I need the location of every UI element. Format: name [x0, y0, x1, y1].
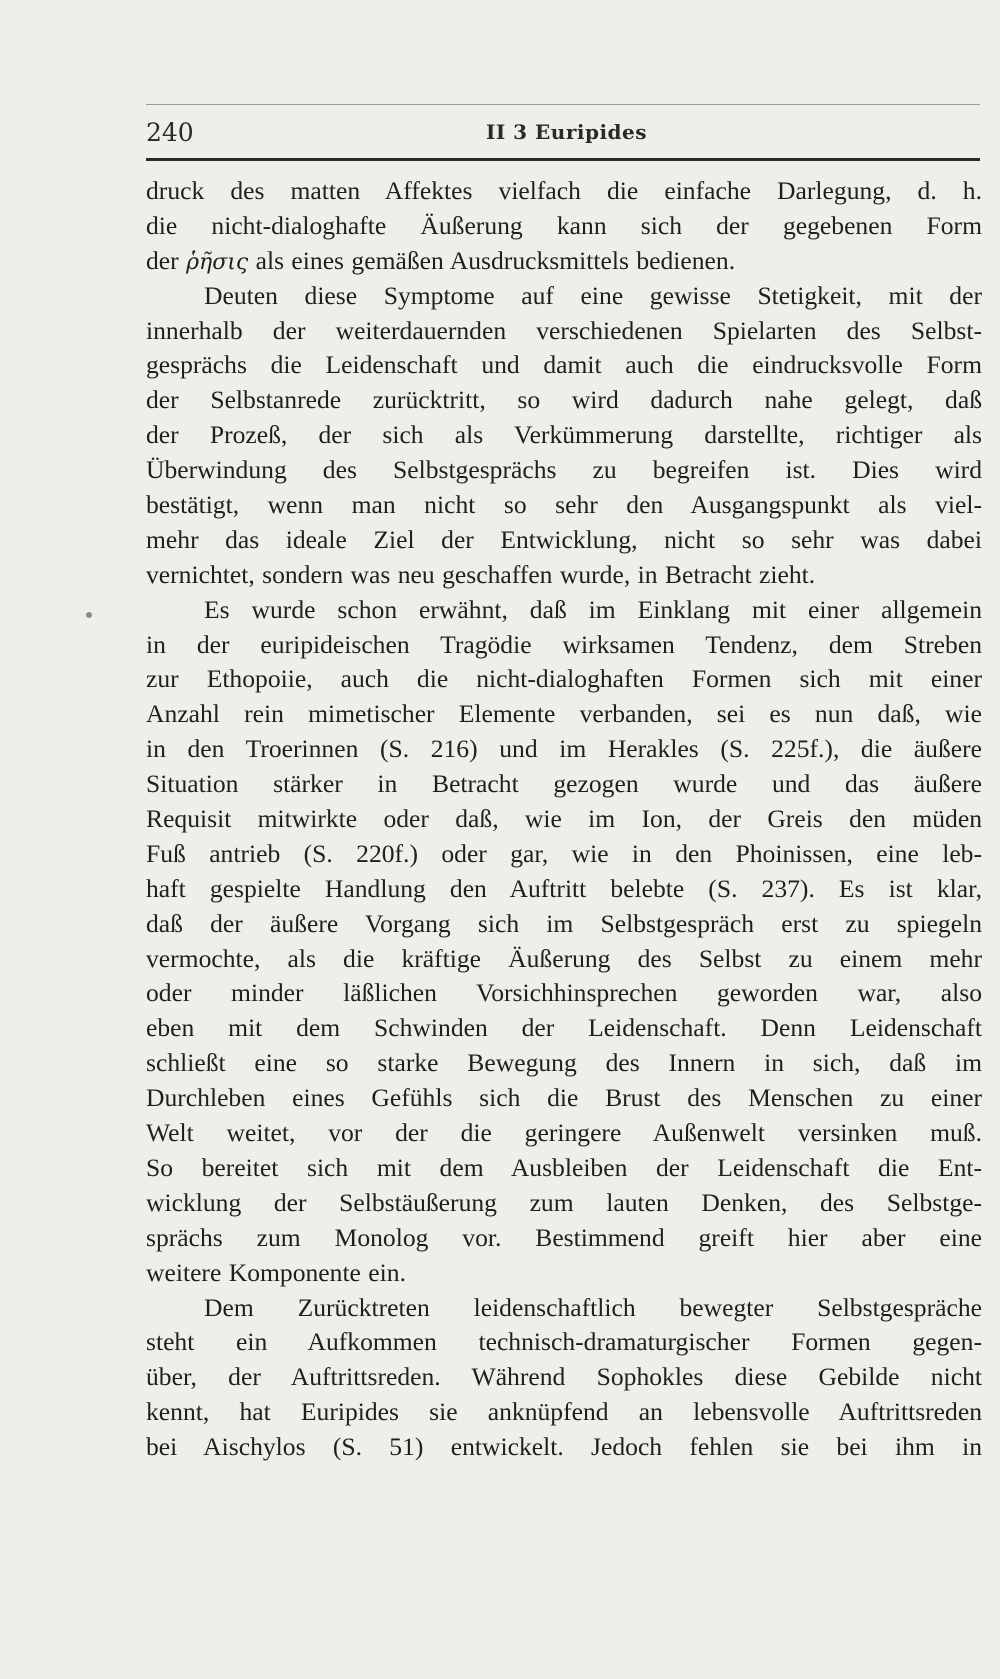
text-line: in der euripideischen Tragödie wirksamen Tendenz, dem Streben [146, 629, 982, 659]
text-line: druck des matten Affektes vielfach die einfache Darlegung, d. h. [146, 176, 982, 205]
text-line: innerhalb der weiterdauernden verschiedenen Spielarten des Selbst- [146, 315, 982, 345]
margin-dot [86, 612, 92, 618]
text-line: Requisit mitwirkte oder daß, wie im Ion, der Greis den müden [146, 804, 982, 834]
text-line: Es wurde schon erwähnt, daß im Einklang mit einer allgemein [204, 594, 982, 624]
text-line: gesprächs die Leidenschaft und damit auch die eindrucksvolle Form [146, 350, 982, 380]
text-line [146, 244, 982, 279]
text-line: vermochte, als die kräftige Äußerung des Selbst zu einem mehr [146, 943, 982, 973]
page-header [146, 112, 980, 160]
text-line: kennt, hat Euripides sie anknüpfend an lebensvolle Auftrittsreden [146, 1397, 982, 1427]
text-line: der Selbstanrede zurücktritt, so wird dadurch nahe gelegt, daß [146, 385, 982, 415]
text-line: sprächs zum Monolog vor. Bestimmend greift hier aber eine [146, 1222, 982, 1252]
text-line: So bereitet sich mit dem Ausbleiben der Leidenschaft die Ent- [146, 1152, 982, 1182]
text-line: zur Ethopoiie, auch die nicht-dialoghaften Formen sich mit einer [146, 664, 982, 694]
text-line: bestätigt, wenn man nicht so sehr den Ausgangspunkt als viel- [146, 490, 982, 520]
text-line: Deuten diese Symptome auf eine gewisse Stetigkeit, mit der [204, 280, 982, 310]
text-line: schließt eine so starke Bewegung des Innern in sich, daß im [146, 1048, 982, 1078]
text-line: haft gespielte Handlung den Auftritt belebte (S. 237). Es ist klar, [146, 873, 982, 903]
text-line: eben mit dem Schwinden der Leidenschaft. Denn Leidenschaft [146, 1013, 982, 1043]
text-line: wicklung der Selbstäußerung zum lauten Denken, des Selbstge- [146, 1187, 982, 1217]
text-line: in den Troerinnen (S. 216) und im Herakles (S. 225f.), die äußere [146, 734, 982, 764]
page-number: 240 [146, 118, 194, 147]
text-segment: der [146, 245, 179, 275]
greek-word: ῥῆσις [186, 249, 249, 275]
text-line: mehr das ideale Ziel der Entwicklung, nicht so sehr was dabei [146, 524, 982, 554]
header-rule [146, 158, 980, 161]
text-line: der Prozeß, der sich als Verkümmerung darstellte, richtiger als [146, 420, 982, 450]
text-segment: als eines gemäßen Ausdrucksmittels bedienen. [255, 245, 736, 275]
text-line: bei Aischylos (S. 51) entwickelt. Jedoch fehlen sie bei ihm in [146, 1432, 982, 1462]
text-line: Dem Zurücktreten leidenschaftlich bewegter Selbstgespräche [204, 1292, 982, 1322]
text-line: vernichtet, sondern was neu geschaffen wurde, in Betracht zieht. [146, 559, 816, 589]
text-line: daß der äußere Vorgang sich im Selbstgespräch erst zu spiegeln [146, 908, 982, 938]
header-hairline [146, 104, 980, 105]
text-line: oder minder läßlichen Vorsichhinsprechen geworden war, also [146, 978, 982, 1008]
body-text [146, 174, 982, 1465]
text-line: über, der Auftrittsreden. Während Sophokles diese Gebilde nicht [146, 1362, 982, 1392]
text-line: Welt weitet, vor der die geringere Außenwelt versinken muß. [146, 1118, 982, 1148]
text-line: Situation stärker in Betracht gezogen wurde und das äußere [146, 769, 982, 799]
text-line: Durchleben eines Gefühls sich die Brust des Menschen zu einer [146, 1083, 982, 1113]
running-head: II 3 Euripides [486, 120, 648, 144]
text-line: steht ein Aufkommen technisch-dramaturgischer Formen gegen- [146, 1327, 982, 1357]
text-line: weitere Komponente ein. [146, 1257, 406, 1287]
text-line: Anzahl rein mimetischer Elemente verbanden, sei es nun daß, wie [146, 699, 982, 729]
text-line: die nicht-dialoghafte Äußerung kann sich der gegebenen Form [146, 210, 982, 240]
text-line: Überwindung des Selbstgesprächs zu begreifen ist. Dies wird [146, 455, 982, 485]
text-line: Fuß antrieb (S. 220f.) oder gar, wie in den Phoinissen, eine leb- [146, 838, 982, 868]
